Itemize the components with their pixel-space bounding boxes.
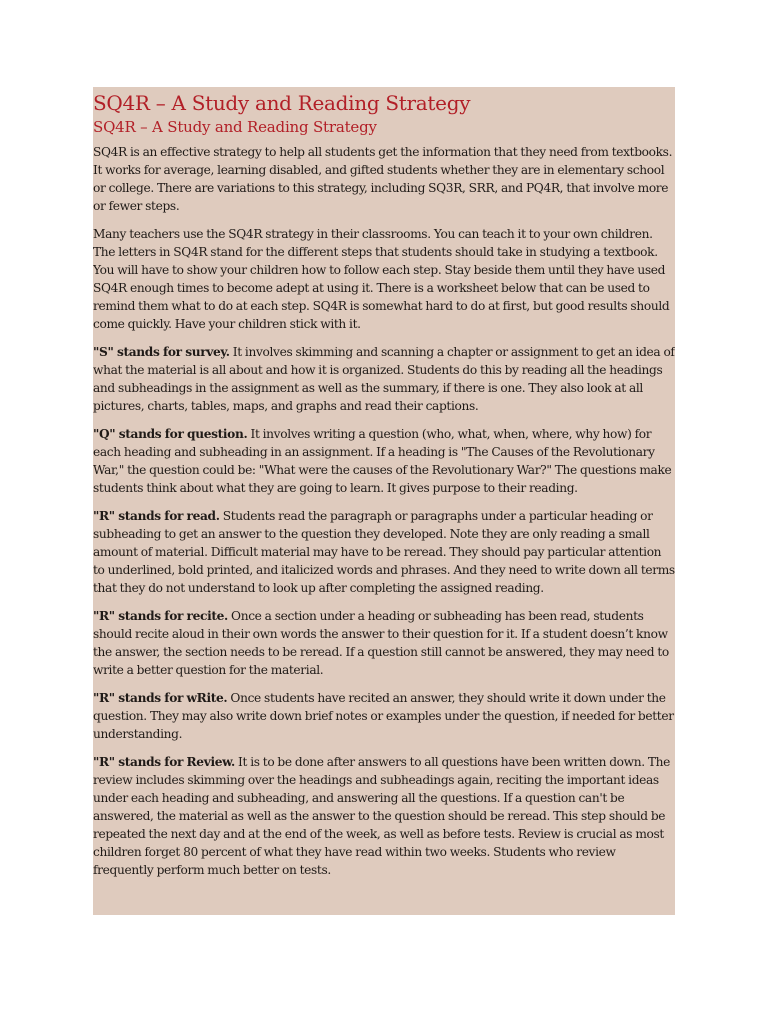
paragraph-text: Once students have recited an answer, they should write it down under the question. They may also write down brief notes or examples under the question, if needed for better understanding. xyxy=(93,691,674,741)
step-lead-read: "R" stands for read. xyxy=(93,509,220,523)
paragraph-text: Students read the paragraph or paragraphs under a particular heading or subheading to get an answer to the question they developed. Note they are only reading a small amount of material. Difficult material may have to be reread. They should pay particular attention to underlined, bold printed, and italicized words and phrases. And they need to write down all terms that they do not understand to look up after completing the assigned reading. xyxy=(93,509,675,595)
paragraph-text: It is to be done after answers to all questions have been written down. The review includes skimming over the headings and subheadings again, reciting the important ideas under each heading and subheading, and answering all the questions. If a question can't be answered, the material as well as the answer to the question should be reread. This step should be repeated the next day and at the end of the week, as well as before tests. Review is crucial as most children forget 80 percent of what they have read within two weeks. Students who review frequently perform much better on tests. xyxy=(93,755,671,877)
step-lead-review: "R" stands for Review. xyxy=(93,755,235,769)
paragraph-text: Many teachers use the SQ4R strategy in their classrooms. You can teach it to your own children. The letters in SQ4R stand for the different steps that students should take in studying a textbook. You will have to show your children how to follow each step. Stay beside them until they have used SQ4R enough times to become adept at using it. There is a worksheet below that can be used to remind them what to do at each step. SQ4R is somewhat hard to do at first, but good results should come quickly. Have your children stick with it. xyxy=(93,227,670,331)
document-title: SQ4R – A Study and Reading Strategy xyxy=(93,91,471,115)
step-lead-write: "R" stands for wRite. xyxy=(93,691,228,705)
document-page xyxy=(93,87,675,915)
step-lead-recite: "R" stands for recite. xyxy=(93,609,228,623)
paragraph-text: Once a section under a heading or subheading has been read, students should recite aloud in their own words the answer to their question for it. If a student doesn’t know the answer, the section needs to be reread. If a question still cannot be answered, they may need to write a better question for the material. xyxy=(93,609,669,677)
paragraph-question xyxy=(93,425,675,497)
paragraph-recite xyxy=(93,607,675,679)
document-subtitle: SQ4R – A Study and Reading Strategy xyxy=(93,118,377,136)
paragraph-survey xyxy=(93,343,675,415)
paragraph-intro xyxy=(93,143,675,215)
step-lead-survey: "S" stands for survey. xyxy=(93,345,230,359)
paragraph-read xyxy=(93,507,675,597)
paragraph-review xyxy=(93,753,675,879)
paragraph-text: SQ4R is an effective strategy to help all students get the information that they need from textbooks. It works for average, learning disabled, and gifted students whether they are in elementary school or college. There are variations to this strategy, including SQ3R, SRR, and PQ4R, that involve more or fewer steps. xyxy=(93,145,673,213)
paragraph-write xyxy=(93,689,675,743)
paragraph-teachers xyxy=(93,225,675,333)
paragraph-text: It involves writing a question (who, what, when, where, why how) for each heading and subheading in an assignment. If a heading is "The Causes of the Revolutionary War," the question could be: "What were the causes of the Revolutionary War?" The questions make students think about what they are going to learn. It gives purpose to their reading. xyxy=(93,427,672,495)
paragraph-text: It involves skimming and scanning a chapter or assignment to get an idea of what the material is all about and how it is organized. Students do this by reading all the headings and subheadings in the assignment as well as the summary, if there is one. They also look at all pictures, charts, tables, maps, and graphs and read their captions. xyxy=(93,345,675,413)
step-lead-question: "Q" stands for question. xyxy=(93,427,248,441)
